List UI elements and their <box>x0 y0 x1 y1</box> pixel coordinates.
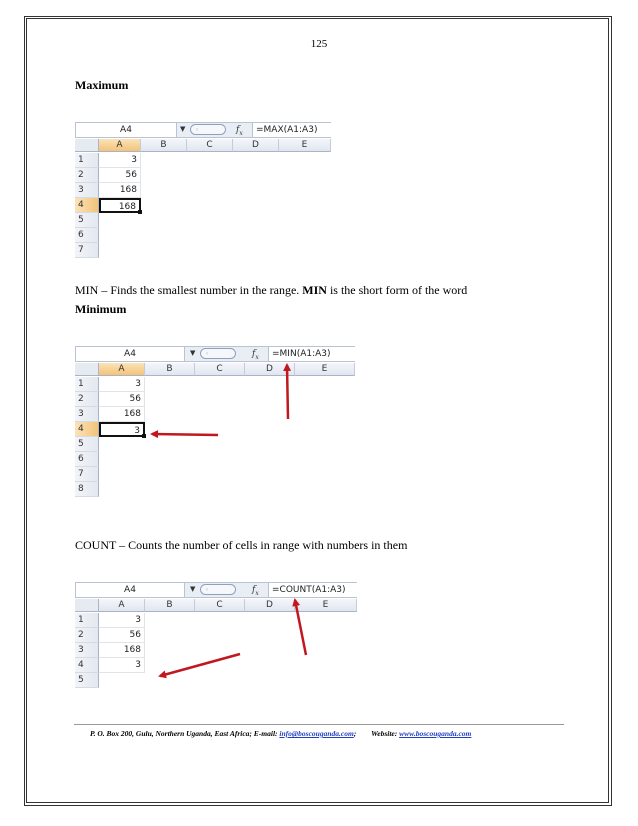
row-header[interactable]: 2 <box>75 168 99 183</box>
row-header[interactable]: 5 <box>75 213 99 228</box>
min-bold: MIN <box>302 283 327 297</box>
column-header-b[interactable]: B <box>145 363 195 376</box>
cell-a4-active[interactable]: 3 <box>99 422 145 437</box>
row-header[interactable]: 1 <box>75 153 99 168</box>
column-header-a[interactable]: A <box>99 363 145 376</box>
footer-email-link[interactable]: info@boscouganda.com <box>279 729 354 738</box>
row-header[interactable]: 2 <box>75 392 99 407</box>
arrow-up-to-min-formula <box>287 365 288 419</box>
column-header-d[interactable]: D <box>245 363 295 376</box>
formula-bar-button[interactable]: ◦ <box>200 584 236 595</box>
footer-website-label: Website: <box>371 729 398 738</box>
row-header[interactable]: 7 <box>75 467 99 482</box>
row-header[interactable]: 3 <box>75 183 99 198</box>
page-number: 125 <box>310 38 328 50</box>
cell-a1[interactable]: 3 <box>99 153 141 168</box>
cell-a3[interactable]: 168 <box>99 643 145 658</box>
formula-input[interactable]: =COUNT(A1:A3) <box>268 583 358 597</box>
cell-a3[interactable]: 168 <box>99 407 145 422</box>
column-header-c[interactable]: C <box>195 363 245 376</box>
row-header[interactable]: 4 <box>75 658 99 673</box>
cell-a2[interactable]: 56 <box>99 168 141 183</box>
row-header[interactable]: 4 <box>75 198 99 213</box>
column-header-a[interactable]: A <box>99 139 141 152</box>
fx-icon[interactable]: $f_x$ <box>252 585 259 597</box>
formula-input[interactable]: =MAX(A1:A3) <box>252 123 332 137</box>
count-description: COUNT – Counts the number of cells in range with numbers in them <box>75 538 408 552</box>
footer-website-link[interactable]: www.boscouganda.com <box>399 729 472 738</box>
cell-a3[interactable]: 168 <box>99 183 141 198</box>
footer-address: P. O. Box 200, Gulu, Northern Uganda, East Africa; E-mail: <box>90 729 278 738</box>
name-box[interactable]: A4 <box>76 123 177 137</box>
row-header[interactable]: 8 <box>75 482 99 497</box>
maximum-heading: Maximum <box>75 78 129 92</box>
arrow-up-to-count-formula <box>295 600 306 655</box>
footer-divider <box>74 724 564 725</box>
formula-input[interactable]: =MIN(A1:A3) <box>268 347 356 361</box>
chevron-down-icon[interactable]: ▼ <box>180 125 186 133</box>
chevron-down-icon[interactable]: ▼ <box>190 585 196 593</box>
fx-icon[interactable]: $f_x$ <box>252 349 259 361</box>
formula-bar-button[interactable]: ◦ <box>200 348 236 359</box>
column-header-d[interactable]: D <box>233 139 279 152</box>
cell-a2[interactable]: 56 <box>99 392 145 407</box>
cell-a1[interactable]: 3 <box>99 613 145 628</box>
name-box[interactable]: A4 <box>76 583 185 597</box>
column-header-a[interactable]: A <box>99 599 145 612</box>
chevron-down-icon[interactable]: ▼ <box>190 349 196 357</box>
arrow-left-to-min-cell <box>152 434 218 435</box>
row-header[interactable]: 1 <box>75 377 99 392</box>
formula-bar-button[interactable]: ◦ <box>190 124 226 135</box>
cell-a1[interactable]: 3 <box>99 377 145 392</box>
row-header[interactable]: 1 <box>75 613 99 628</box>
column-header-b[interactable]: B <box>145 599 195 612</box>
min-text-pre: MIN – Finds the smallest number in the range. <box>75 283 300 297</box>
row-header[interactable]: 6 <box>75 228 99 243</box>
name-box[interactable]: A4 <box>76 347 185 361</box>
footer <box>90 729 471 738</box>
arrow-left-to-count-cell <box>160 654 240 676</box>
cell-a4-active[interactable]: 168 <box>99 198 141 213</box>
row-header[interactable]: 6 <box>75 452 99 467</box>
row-header[interactable]: 2 <box>75 628 99 643</box>
column-header-c[interactable]: C <box>187 139 233 152</box>
row-header[interactable]: 5 <box>75 437 99 452</box>
column-header-e[interactable]: E <box>279 139 331 152</box>
footer-separator: ; <box>353 729 357 738</box>
column-header-e[interactable]: E <box>295 363 355 376</box>
fx-icon[interactable]: $f_x$ <box>236 125 243 137</box>
min-text-mid: is the short form of the word <box>329 283 468 297</box>
cell-a2[interactable]: 56 <box>99 628 145 643</box>
minimum-bold: Minimum <box>75 302 127 316</box>
cell-a4[interactable]: 3 <box>99 658 145 673</box>
row-header[interactable]: 7 <box>75 243 99 258</box>
column-header-d[interactable]: D <box>245 599 295 612</box>
column-header-b[interactable]: B <box>141 139 187 152</box>
column-header-e[interactable]: E <box>295 599 357 612</box>
row-header[interactable]: 5 <box>75 673 99 688</box>
column-header-c[interactable]: C <box>195 599 245 612</box>
row-header[interactable]: 3 <box>75 407 99 422</box>
row-header[interactable]: 4 <box>75 422 99 437</box>
row-header[interactable]: 3 <box>75 643 99 658</box>
